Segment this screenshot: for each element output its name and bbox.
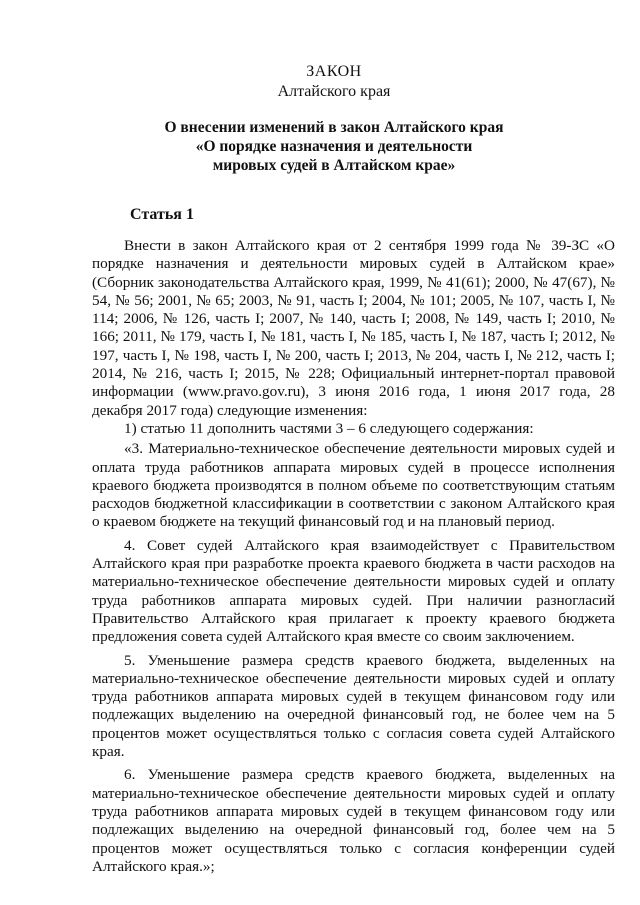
paragraph-part-4: 4. Совет судей Алтайского края взаимодействует с Правительством Алтайского края при разработке проекта краевого бюджета в части расходов на материально-техническое обеспечение деятельности мировых судей и оплату труда работников аппарата мировых судей. При наличии разногласий Правительство Алтайского края прилагает к проекту краевого бюджета предложения совета судей Алтайского края вместе со своим заключением. (92, 536, 615, 646)
title-line-2: «О порядке назначения и деятельности (195, 138, 473, 155)
article-body (92, 237, 615, 876)
paragraph-part-6: 6. Уменьшение размера средств краевого бюджета, выделенных на материально-техническое обеспечение деятельности мировых судей и оплату труда работников аппарата мировых судей в текущем финансовом году или подлежащих выделению на очередной финансовый год, более чем на 5 процентов может осуществляться только с согласия конференции судей Алтайского края.»; (92, 766, 615, 875)
paragraph-part-3: «3. Материально-техническое обеспечение деятельности мировых судей и оплата труда работников аппарата мировых судей в процессе исполнения краевого бюджета производятся в полном объеме по соответствующим статьям расходов бюджетной классификации в соответствии с законом Алтайского края о краевом бюджете на текущий финансовый год и на плановый период. (92, 440, 615, 531)
document-title (0, 118, 640, 175)
title-line-3: мировых судей в Алтайском крае» (212, 157, 456, 174)
paragraph-item-1: 1) статью 11 дополнить частями 3 – 6 следующего содержания: (124, 419, 534, 437)
document-region: Алтайского края (277, 83, 391, 100)
title-line-1: О внесении изменений в закон Алтайского края (164, 119, 504, 136)
paragraph-part-5: 5. Уменьшение размера средств краевого бюджета, выделенных на материально-техническое обеспечение деятельности мировых судей и оплату труда работников аппарата мировых судей в текущем финансовом году или подлежащих выделению на очередной финансовый год, не более чем на 5 процентов может осуществляться только с согласия совета судей Алтайского края. (92, 651, 615, 761)
paragraph-intro: Внести в закон Алтайского края от 2 сентября 1999 года № 39-ЗС «О порядке назначения и деятельности мировых судей в Алтайском крае» (Сборник законодательства Алтайского края, 1999, № 41(61); 2000, № 47(67), № 54, № 56; 2001, № 65; 2003, № 91, часть I; 2004, № 101; 2005, № 107, часть I, № 114; 2006, № 126, часть I; 2007, № 140, часть I; 2008, № 149, часть I; 2010, № 166; 2011, № 179, часть I, № 181, часть I, № 185, часть I, № 187, часть I; 2012, № 197, часть I, № 198, часть I, № 200, часть I; 2013, № 204, часть I, № 212, часть I; 2014, № 216, часть I; 2015, № 228; Официальный интернет-портал правовой информации (www.pravo.gov.ru), 3 июня 2016 года, 1 июня 2017 года, 28 декабря 2017 года) следующие изменения: (92, 237, 615, 419)
document-type: ЗАКОН (306, 63, 362, 80)
article-heading: Статья 1 (130, 206, 194, 223)
